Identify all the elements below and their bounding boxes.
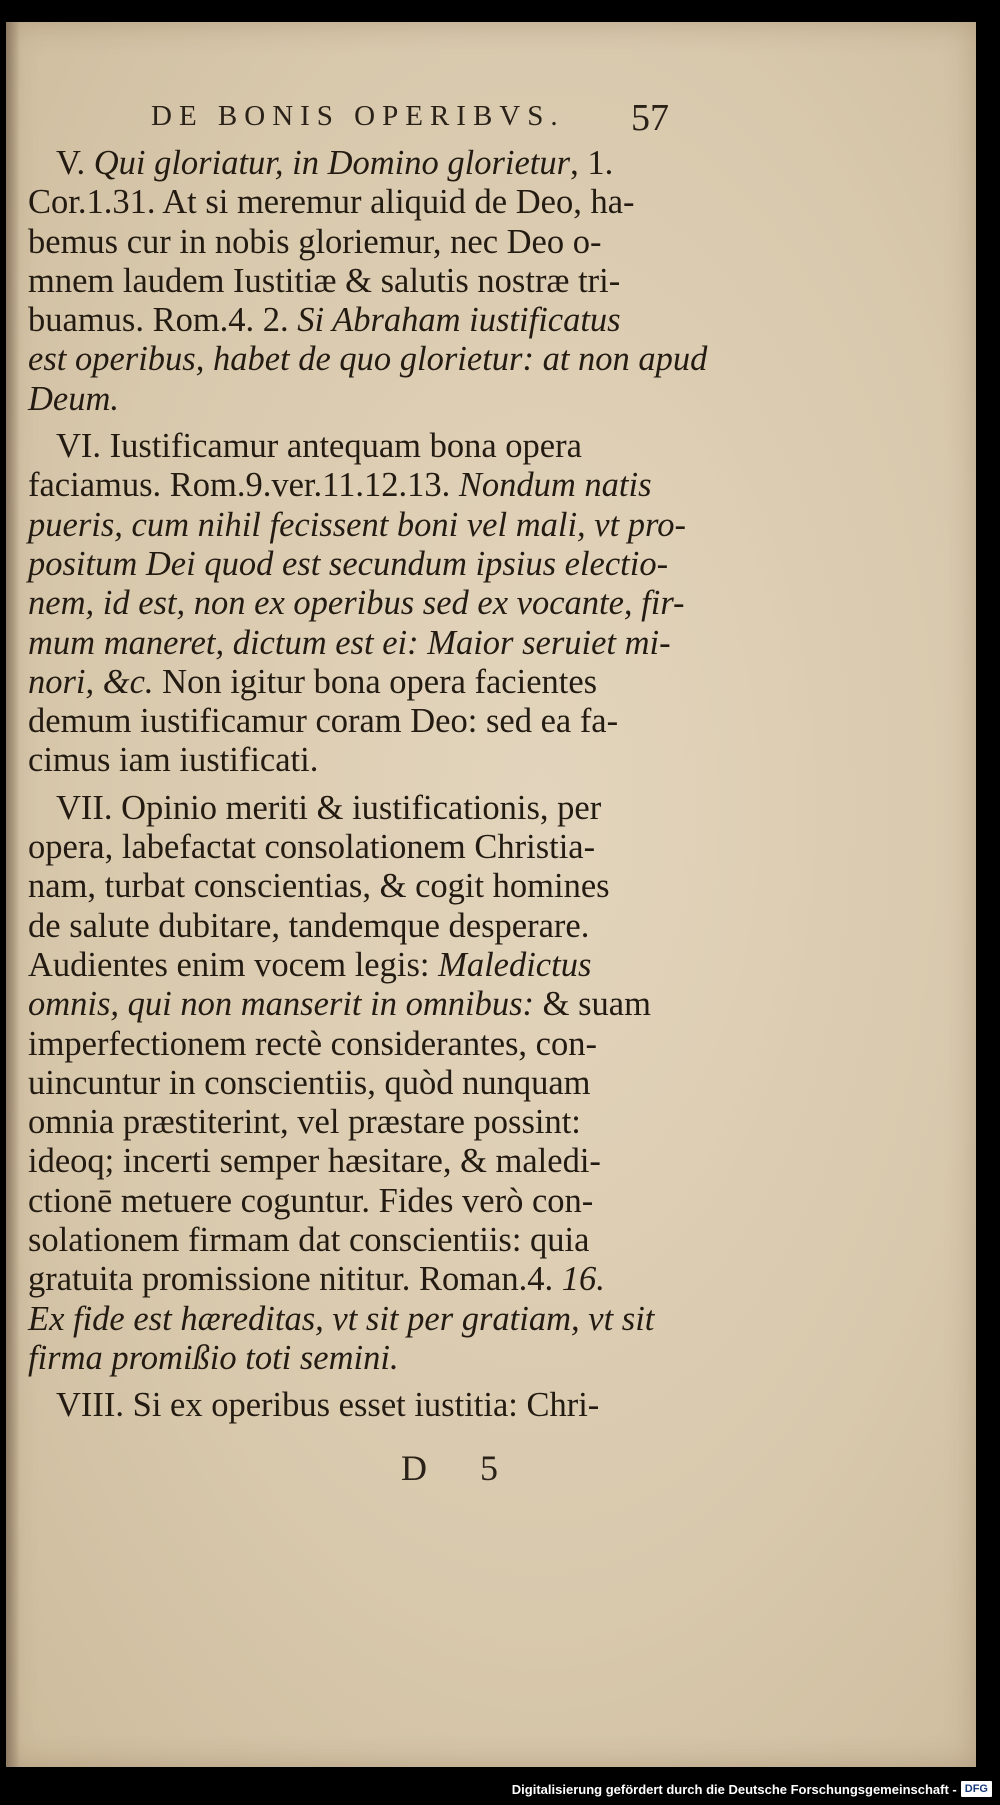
roman-run: opera, labefactat consolationem Christia- [28, 828, 596, 867]
text-line [28, 380, 668, 419]
text-line [28, 1300, 668, 1339]
page-number: 57 [631, 97, 669, 139]
text-line [28, 545, 668, 584]
italic-run: Ex fide est hæreditas, vt sit per gratiam, vt sit [28, 1299, 655, 1338]
roman-run: bemus cur in nobis gloriemur, nec Deo o- [28, 222, 602, 261]
roman-run: faciamus. Rom.9.ver.11.12.13. [28, 466, 459, 505]
text-line [28, 985, 668, 1024]
italic-run: omnis, qui non manserit in omnibus: [28, 985, 535, 1024]
body-text [28, 144, 708, 1426]
roman-run: imperfectionem rectè considerantes, con- [28, 1024, 597, 1063]
roman-run: VIII. Si ex operibus esset iustitia: Chri- [56, 1386, 600, 1425]
text-line [28, 1182, 668, 1221]
italic-run: nem, id est, non ex operibus sed ex vocante, fir- [28, 584, 685, 623]
text-line [28, 946, 668, 985]
digitization-credit [512, 1779, 992, 1799]
text-line [28, 1025, 668, 1064]
italic-run: mum maneret, dictum est ei: Maior seruiet mi- [28, 623, 671, 662]
italic-run: 16. [561, 1260, 605, 1299]
italic-run: nori, &c. [28, 662, 154, 701]
paragraph-gap [28, 1378, 668, 1386]
text-line [28, 183, 668, 222]
roman-run: mnem laudem Iustitiæ & salutis nostræ tri- [28, 261, 621, 300]
italic-run: Deum. [28, 379, 120, 418]
text-line [28, 223, 668, 262]
roman-run: ideoq; incerti semper hæsitare, & maledi- [28, 1142, 601, 1181]
dfg-logo-icon: DFG [961, 1781, 992, 1797]
italic-run: firma promißio toti semini. [28, 1338, 399, 1377]
roman-run: solationem firmam dat conscientiis: quia [28, 1221, 590, 1260]
italic-run: Maledictus [438, 945, 592, 984]
roman-run: VI. Iustificamur antequam bona opera [56, 427, 582, 466]
text-line [28, 262, 668, 301]
text-line [28, 1260, 668, 1299]
paragraph-gap [28, 419, 668, 427]
roman-run: nam, turbat conscientias, & cogit homines [28, 867, 610, 906]
text-line [28, 584, 685, 623]
text-line [28, 789, 668, 828]
roman-run: cimus iam iustificati. [28, 741, 319, 780]
text-line [28, 741, 668, 780]
roman-run: gratuita promissione nititur. Roman.4. [28, 1260, 562, 1299]
roman-run: uincuntur in conscientiis, quòd nunquam [28, 1063, 591, 1102]
text-line [28, 663, 668, 702]
roman-run: buamus. Rom.4. 2. [28, 301, 298, 340]
text-line [28, 1064, 668, 1103]
text-line [28, 702, 668, 741]
italic-run: Si Abraham iustificatus [297, 301, 621, 340]
text-line [28, 144, 668, 183]
text-line [28, 623, 671, 663]
text-line [28, 466, 668, 505]
credit-text: Digitalisierung gefördert durch die Deutsche Forschungsgemeinschaft - [511, 1781, 957, 1797]
italic-run: est operibus, habet de quo glorietur: at non apud [28, 340, 708, 379]
roman-run: Cor.1.31. At si meremur aliquid de Deo, ha- [28, 183, 635, 222]
roman-run: Audientes enim vocem legis: [28, 945, 439, 984]
text-line [28, 1386, 668, 1425]
roman-run: , 1. [570, 144, 614, 182]
roman-run: ctionē metuere coguntur. Fides verò con- [28, 1181, 594, 1220]
text-line [28, 505, 686, 545]
italic-run: Qui gloriatur, in Domino glorietur [93, 144, 571, 182]
italic-run: pueris, cum nihil fecissent boni vel mali, vt pro- [28, 505, 686, 544]
roman-run: & suam [534, 985, 651, 1024]
running-head: DE BONIS OPERIBVS. [151, 100, 565, 132]
signature-mark: D 5 [401, 1448, 520, 1488]
text-line [28, 1142, 668, 1181]
italic-run: positum Dei quod est secundum ipsius electio- [28, 544, 669, 583]
text-line [28, 867, 668, 906]
text-line [28, 1221, 668, 1260]
roman-run: Non igitur bona opera facientes [153, 662, 598, 701]
text-line [28, 340, 708, 379]
roman-run: VII. Opinio meriti & iustificationis, per [56, 788, 602, 827]
text-line [28, 1339, 668, 1378]
roman-run: V. [56, 144, 94, 182]
book-page [6, 22, 976, 1767]
roman-run: omnia præstiterint, vel præstare possint: [28, 1103, 581, 1142]
italic-run: Nondum natis [458, 466, 652, 505]
text-line [28, 1103, 668, 1142]
text-line [28, 427, 668, 466]
roman-run: de salute dubitare, tandemque desperare. [28, 906, 590, 945]
text-line [28, 828, 668, 867]
text-line [28, 301, 668, 340]
text-line [28, 907, 668, 946]
paragraph-gap [28, 781, 668, 789]
roman-run: demum iustificamur coram Deo: sed ea fa- [28, 702, 619, 741]
